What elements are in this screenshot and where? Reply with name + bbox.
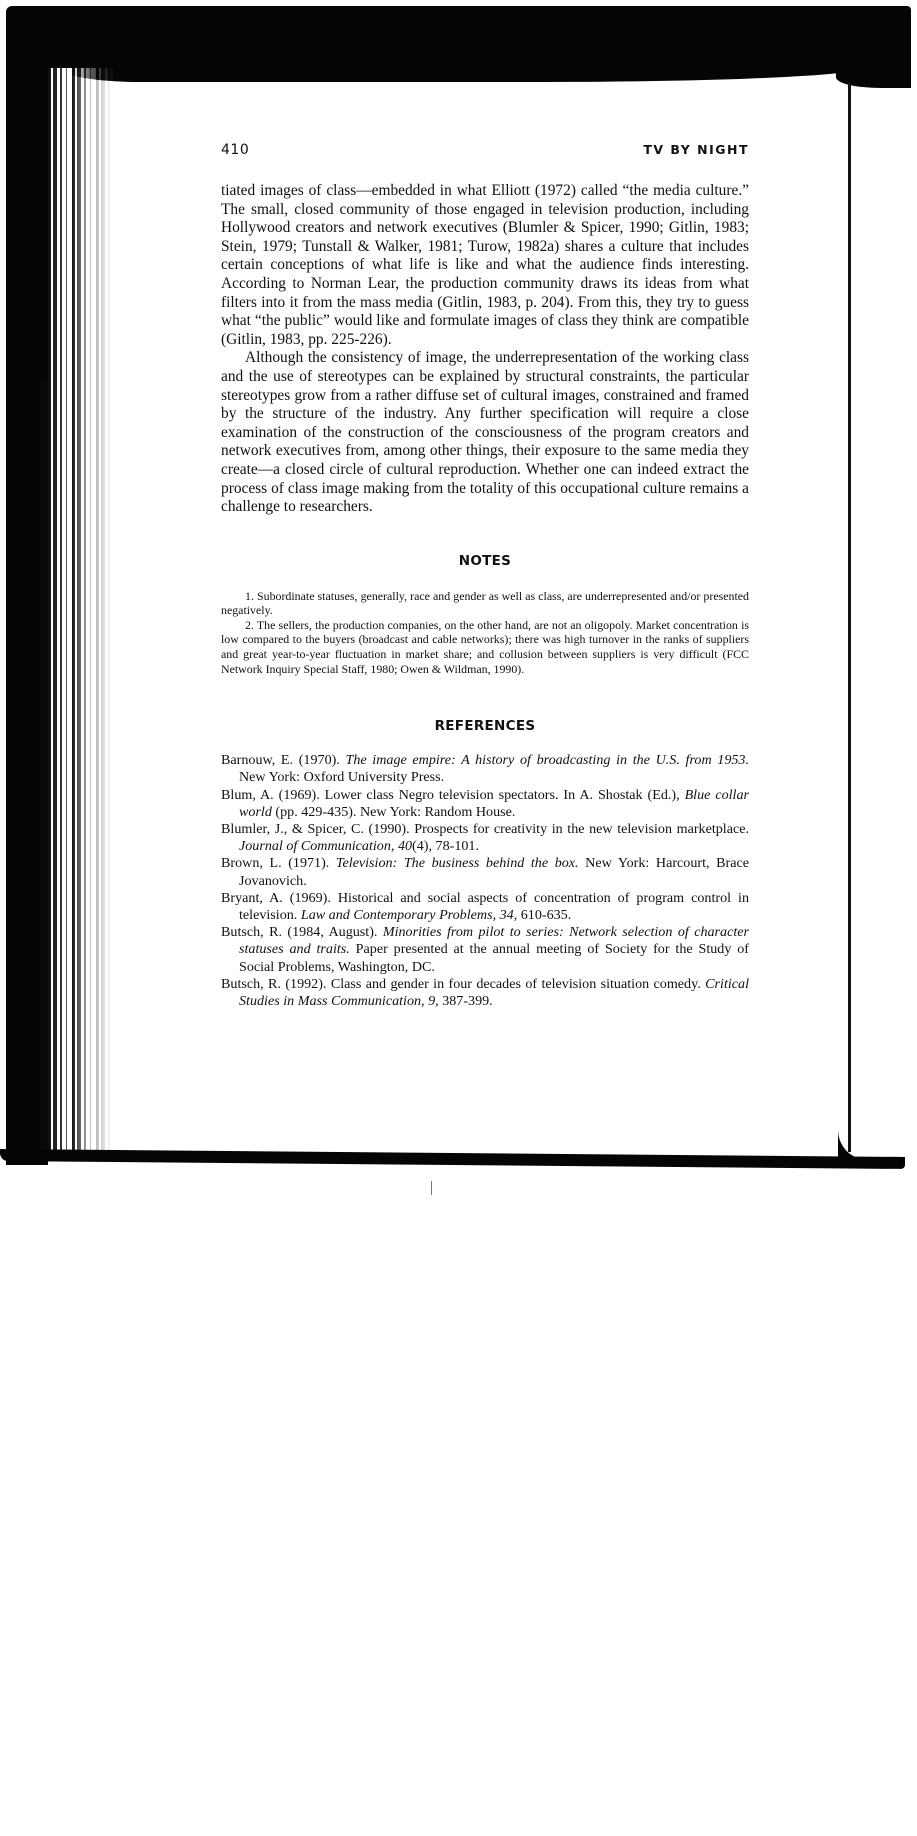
reference-text: 610-635. [517, 907, 572, 924]
scan-shadow-top-curve [60, 68, 860, 82]
reference-text: Butsch, R. (1992). Class and gender in four decades of television situation comedy. [221, 975, 706, 992]
reference-title-italic: Blue collar world [239, 786, 749, 820]
reference-title-italic: Minorities from pilot to series: Network selection of character statuses and traits. [239, 924, 749, 958]
reference-entry [221, 855, 749, 889]
references-list [221, 752, 749, 1010]
reference-title-italic: The image empire: A history of broadcasting in the U.S. from 1953. [345, 752, 749, 769]
reference-title-italic: Journal of Communication, 40 [239, 838, 413, 855]
reference-entry [221, 821, 749, 855]
body-paragraph: Although the consistency of image, the underrepresentation of the working class and the use of stereotypes can be explained by structural constraints, the particular stereotypes grow from a rather diffuse set of cultural images, constrained and framed by the structure of the industry. Any further specification will require a close examination of the construction of the consciousness of the program creators and network executives from, among other things, their exposure to the same media they create—a closed circle of cultural reproduction. Whether one can indeed extract the process of class image making from the totality of this occupational culture remains a challenge to researchers. [221, 349, 749, 516]
note-item: 1. Subordinate statuses, generally, race and gender as well as class, are underrepresented and/or presented negatively. [221, 588, 749, 618]
running-title: TV BY NIGHT [643, 142, 749, 157]
reference-text: 387-399. [438, 993, 493, 1010]
body-text [221, 182, 749, 517]
running-head [221, 142, 749, 160]
reference-title-italic: Law and Contemporary Problems, 34, [300, 907, 518, 924]
page-number: 410 [221, 142, 250, 158]
scan-page-edge-right [848, 82, 851, 1152]
reference-title-italic: Television: The business behind the box. [335, 855, 579, 872]
note-item: 2. The sellers, the production companies, on the other hand, are not an oligopoly. Market concentration is low compared to the buyers (broadcast and cable networks); there was high turnover in the ranks of suppliers and great year-to-year fluctuation in market share; and collusion between suppliers is very difficult (FCC Network Inquiry Special Staff, 1980; Owen & Wildman, 1990). [221, 617, 749, 676]
reference-entry [221, 924, 749, 976]
references-heading: REFERENCES [434, 718, 536, 735]
reference-title-italic: Critical Studies in Mass Communication, 9, [239, 975, 749, 1010]
reference-text: New York: Harcourt, Brace Jovanovich. [239, 855, 749, 889]
reference-entry [221, 976, 749, 1010]
scan-gutter-streaks [48, 68, 114, 1158]
reference-text: Blumler, J., & Spicer, C. (1990). Prospects for creativity in the new television marketplace. [221, 821, 749, 838]
scan-shadow-bottom [0, 1149, 905, 1169]
book-page [221, 142, 749, 1010]
reference-entry [221, 787, 749, 821]
reference-entry [221, 890, 749, 924]
scan-shadow-top [6, 6, 911, 70]
reference-text: (4), 78-101. [412, 838, 479, 855]
reference-text: Paper presented at the annual meeting of Society for the Study of Social Problems, Washington, DC. [239, 941, 750, 975]
reference-text: Blum, A. (1969). Lower class Negro television spectators. In A. Shostak (Ed.), [221, 786, 685, 803]
scan-shadow-bottom-right [838, 1130, 868, 1160]
body-paragraph: tiated images of class—embedded in what Elliott (1972) called “the media culture.” The small, closed community of those engaged in television production, including Hollywood creators and network executives (Blumler & Spicer, 1990; Gitlin, 1983; Stein, 1979; Tunstall & Walker, 1981; Turow, 1982a) shares a culture that includes certain conceptions of what life is like and what the audience finds interesting. According to Norman Lear, the production community draws its ideas from what filters into it from the mass media (Gitlin, 1983, p. 204). From this, they try to guess what “the public” would like and formulate images of class they think are compatible (Gitlin, 1983, pp. 225-226). [221, 182, 749, 348]
reference-text: Brown, L. (1971). [221, 855, 336, 872]
scan-artifact-tick [431, 1181, 432, 1195]
reference-text: New York: Oxford University Press. [239, 769, 445, 786]
reference-text: (pp. 429-435). New York: Random House. [271, 803, 516, 820]
reference-text: Bryant, A. (1969). Historical and social aspects of concentration of program control in television. [221, 889, 749, 924]
notes-list [221, 589, 749, 677]
notes-heading: NOTES [458, 552, 512, 569]
reference-text: Barnouw, E. (1970). [221, 752, 346, 769]
reference-entry [221, 752, 749, 786]
reference-text: Butsch, R. (1984, August). [221, 924, 383, 941]
